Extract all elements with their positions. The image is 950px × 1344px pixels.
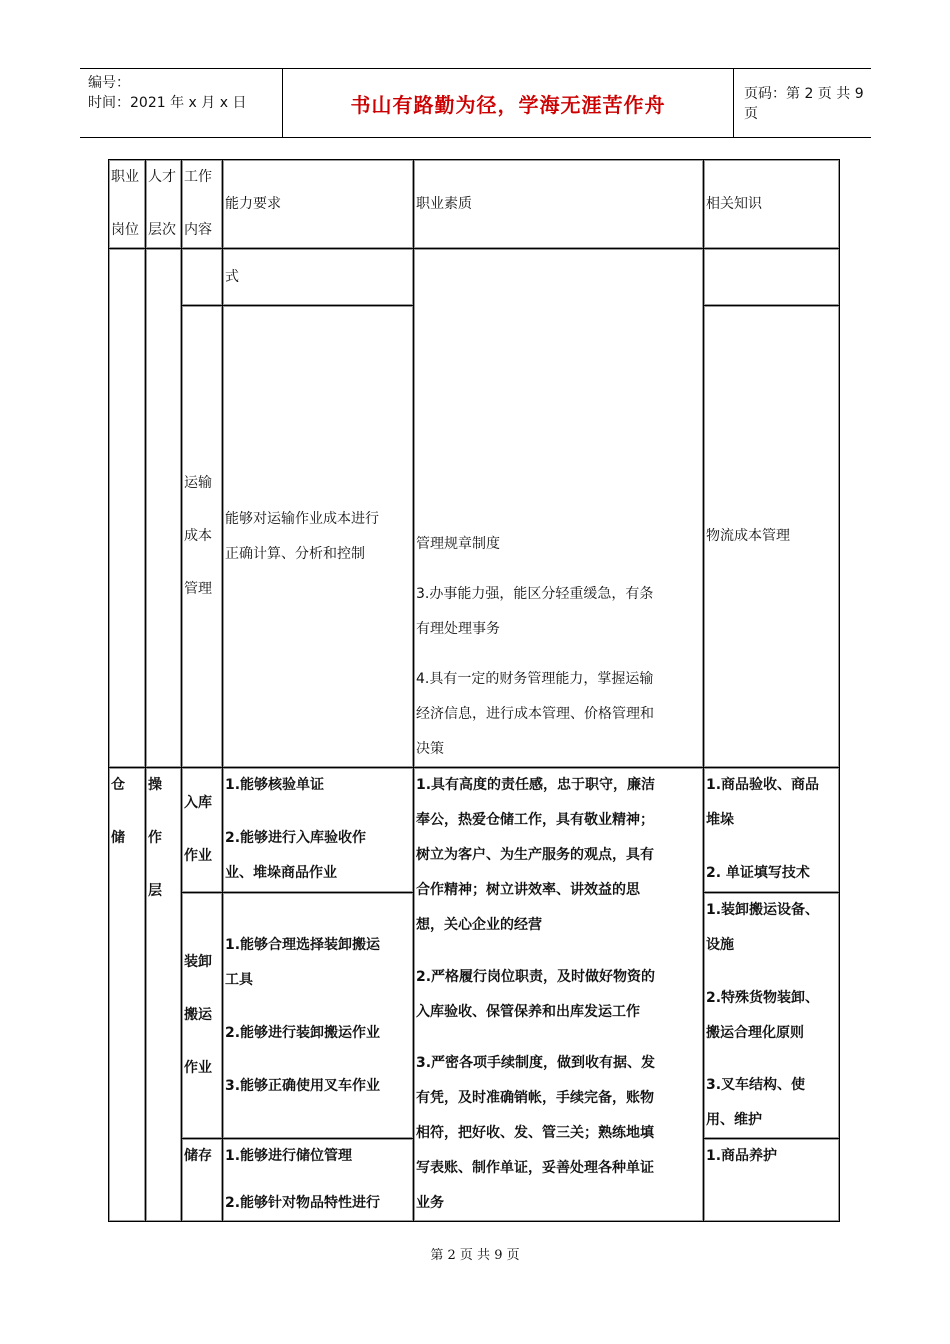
knowledge-line: 1.商品验收、商品 [706, 777, 820, 793]
ability-line: 1.能够进行储位管理 [225, 1148, 353, 1164]
quality-line: 合作精神；树立讲效率、讲效益的思 [416, 882, 640, 898]
cell-content-cont [181, 248, 223, 306]
header-page-info: 页码：第 2 页 共 9 页 [744, 86, 864, 122]
cell-ability-keeping [222, 1138, 414, 1222]
th-level-line1: 人才 [148, 169, 176, 185]
quality-line: 经济信息，进行成本管理、价格管理和 [416, 706, 654, 722]
header-motto: 书山有路勤为径，学海无涯苦作舟 [282, 69, 734, 137]
knowledge-line: 堆垛 [706, 812, 734, 828]
knowledge-line: 1.商品养护 [706, 1148, 778, 1164]
cell-knowledge-keeping [703, 1138, 840, 1222]
ability-line: 2.能够进行入库验收作 [225, 830, 367, 846]
th-level-line2: 层次 [148, 222, 176, 238]
cell-post-storage [108, 767, 146, 1222]
content-line: 作业 [184, 848, 212, 864]
ability-line: 2.能够针对物品特性进行 [225, 1195, 381, 1211]
quality-line: 奉公，热爱仓储工作，具有敬业精神； [416, 812, 654, 828]
th-post [108, 159, 146, 249]
ability-line: 工具 [225, 971, 253, 988]
quality-line: 3.办事能力强，能区分轻重缓急，有条 [416, 586, 654, 602]
content-line: 运输 [184, 475, 212, 491]
doc-date: 时间：2021 年 x 月 x 日 [88, 95, 247, 111]
cell-ability-transport-cost [222, 305, 414, 768]
ability-line: 正确计算、分析和控制 [225, 545, 365, 562]
quality-line: 2.严格履行岗位职责，及时做好物资的 [416, 968, 656, 985]
cell-knowledge-handling [703, 892, 840, 1139]
ability-line: 2.能够进行装卸搬运作业 [225, 1024, 381, 1041]
quality-line: 有理处理事务 [416, 621, 500, 637]
cell-knowledge-transport-cost: 物流成本管理 [703, 305, 840, 768]
cell-post-cont [108, 248, 146, 768]
th-content-line2: 内容 [184, 222, 212, 238]
page-footer: 第 2 页 共 9 页 [430, 1248, 520, 1263]
level-line: 层 [148, 883, 162, 899]
knowledge-line: 搬运合理化原则 [706, 1024, 804, 1041]
cell-content-handling [181, 892, 223, 1139]
content-line: 管理 [184, 581, 212, 597]
th-post-line2: 岗位 [111, 222, 139, 238]
cell-content-keeping [181, 1138, 223, 1222]
content-line: 作业 [184, 1060, 212, 1076]
quality-line: 管理规章制度 [416, 536, 500, 552]
quality-line: 写表账、制作单证，妥善处理各种单证 [416, 1160, 654, 1176]
cell-knowledge-inbound [703, 767, 840, 893]
ability-line: 业、堆垛商品作业 [225, 865, 337, 881]
th-content [181, 159, 223, 249]
th-ability: 能力要求 [222, 159, 414, 249]
content-line: 装卸 [184, 954, 212, 970]
th-content-line1: 工作 [184, 169, 212, 185]
knowledge-line: 2. 单证填写技术 [706, 865, 810, 881]
th-level [145, 159, 182, 249]
cell-content-transport-cost [181, 305, 223, 768]
content-line: 储存 [184, 1148, 212, 1164]
quality-line: 决策 [416, 741, 444, 757]
th-post-line1: 职业 [111, 169, 139, 185]
ability-line: 能够对运输作业成本进行 [225, 510, 379, 527]
cell-level-cont [145, 248, 182, 768]
ability-line: 3.能够正确使用叉车作业 [225, 1077, 381, 1094]
cell-ability-handling [222, 892, 414, 1139]
ability-line: 1.能够核验单证 [225, 777, 325, 793]
knowledge-line: 1.装卸搬运设备、 [706, 902, 820, 918]
knowledge-line: 设施 [706, 937, 734, 953]
th-quality: 职业素质 [413, 159, 704, 249]
quality-line: 树立为客户、为生产服务的观点，具有 [416, 847, 654, 863]
knowledge-line: 2.特殊货物装卸、 [706, 989, 820, 1006]
quality-line: 1.具有高度的责任感，忠于职守，廉洁 [416, 777, 656, 793]
quality-line: 有凭，及时准确销帐，手续完备，账物 [416, 1090, 654, 1106]
quality-line: 想，关心企业的经营 [416, 917, 542, 933]
cell-quality-storage [413, 767, 704, 1222]
quality-line: 3.严密各项手续制度，做到收有据、发 [416, 1055, 656, 1071]
cell-knowledge-cont [703, 248, 840, 306]
cell-content-inbound [181, 767, 223, 893]
post-line: 仓 [111, 777, 125, 793]
level-line: 作 [148, 830, 162, 846]
quality-line: 相符，把好收、发、管三关；熟练地填 [416, 1125, 654, 1141]
knowledge-line: 用、维护 [706, 1112, 762, 1128]
th-knowledge: 相关知识 [703, 159, 840, 249]
content-line: 入库 [184, 795, 212, 811]
level-line: 操 [148, 777, 162, 793]
post-line: 储 [111, 830, 125, 846]
doc-number-label: 编号： [88, 75, 130, 91]
quality-line: 入库验收、保管保养和出库发运工作 [416, 1003, 640, 1020]
ability-line: 1.能够合理选择装卸搬运 [225, 936, 381, 953]
quality-line: 业务 [416, 1195, 444, 1211]
content-line: 成本 [184, 528, 212, 544]
cell-ability-inbound [222, 767, 414, 893]
content-line: 搬运 [184, 1007, 212, 1023]
cell-level-storage [145, 767, 182, 1222]
knowledge-line: 3.叉车结构、使 [706, 1077, 806, 1093]
cell-quality-transport [413, 248, 704, 768]
cell-ability-cont: 式 [222, 248, 414, 306]
quality-line: 4.具有一定的财务管理能力，掌握运输 [416, 671, 654, 687]
